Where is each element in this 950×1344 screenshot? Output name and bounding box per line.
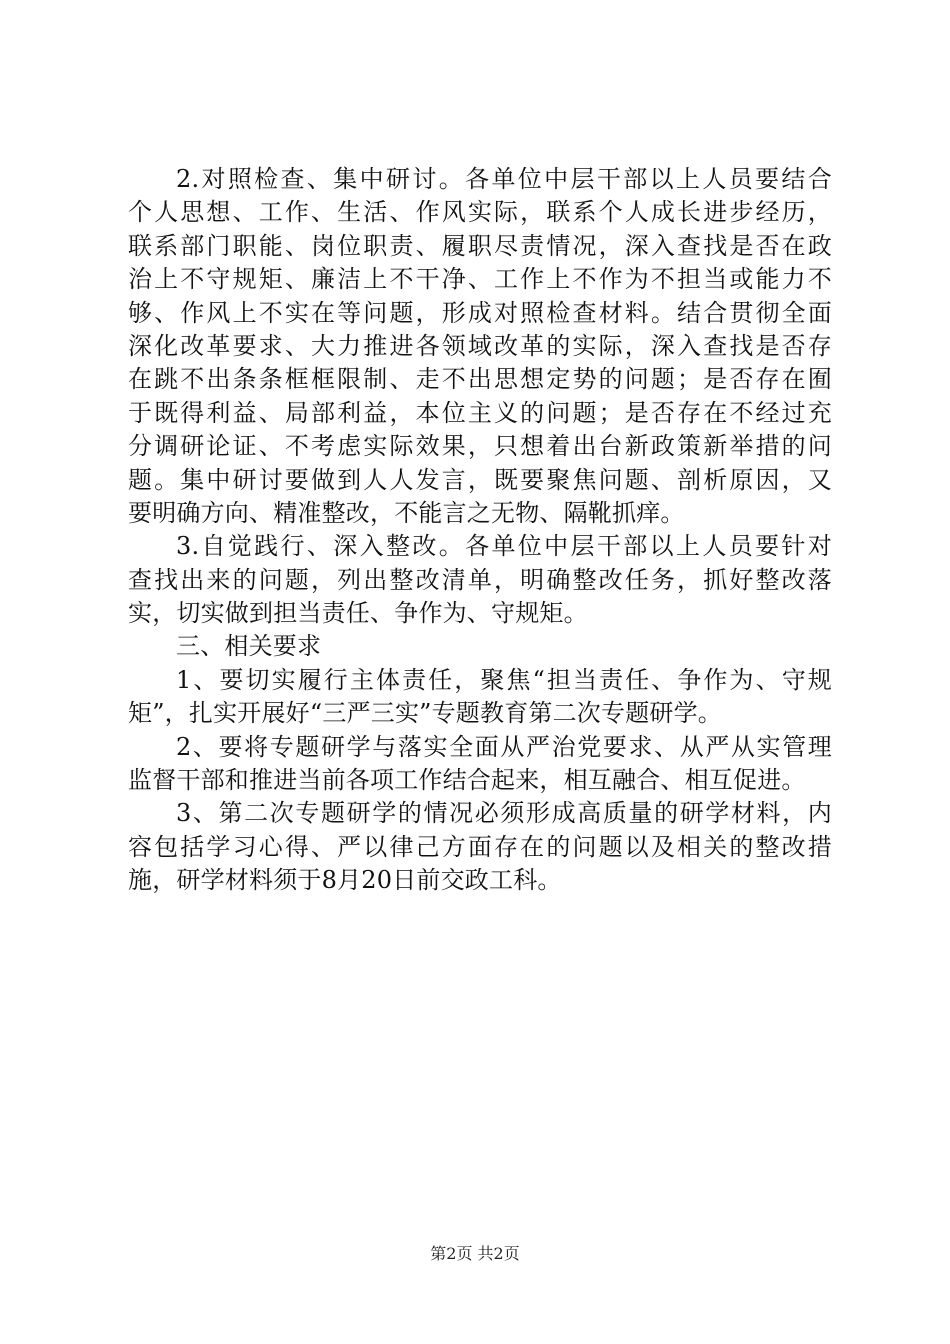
text-line: 查找出来的问题，列出整改清单，明确整改任务，抓好整改落 xyxy=(128,565,832,594)
text-line: 要明确方向、精准整改，不能言之无物、隔靴抓痒。 xyxy=(128,498,685,527)
text-line: 2.对照检查、集中研讨。各单位中层干部以上人员要结合 xyxy=(176,165,832,193)
text-line: 个人思想、工作、生活、作风实际，联系个人成长进步经历， xyxy=(128,198,832,227)
document-body xyxy=(128,163,832,898)
text-line: 监督干部和推进当前各项工作结合起来，相互融合、相互促进。 xyxy=(128,766,806,795)
text-line: 2、要将专题研学与落实全面从严治党要求、从严从实管理 xyxy=(176,732,832,761)
text-line: 在跳不出条条框框限制、走不出思想定势的问题；是否存在囿 xyxy=(128,365,832,394)
text-line: 深化改革要求、大力推进各领域改革的实际，深入查找是否存 xyxy=(128,331,832,360)
text-line: 分调研论证、不考虑实际效果，只想着出台新政策新举措的问 xyxy=(128,432,832,461)
section-heading: 三、相关要求 xyxy=(176,632,322,661)
page-number-label: 第2页 共2页 xyxy=(430,1244,520,1263)
page-footer xyxy=(0,1244,950,1264)
text-line: 题。集中研讨要做到人人发言，既要聚焦问题、剖析原因，又 xyxy=(128,465,832,494)
text-line: 联系部门职能、岗位职责、履职尽责情况，深入查找是否在政 xyxy=(128,231,832,260)
text-line: 实，切实做到担当责任、争作为、守规矩。 xyxy=(128,599,588,628)
text-line: 3.自觉践行、深入整改。各单位中层干部以上人员要针对 xyxy=(176,532,832,561)
text-line: 治上不守规矩、廉洁上不干净、工作上不作为不担当或能力不 xyxy=(128,265,832,294)
text-line: 矩”，扎实开展好“三严三实”专题教育第二次专题研学。 xyxy=(128,699,723,728)
text-line: 够、作风上不实在等问题，形成对照检查材料。结合贯彻全面 xyxy=(128,298,832,327)
text-line: 3、第二次专题研学的情况必须形成高质量的研学材料，内 xyxy=(176,799,832,828)
text-line: 容包括学习心得、严以律己方面存在的问题以及相关的整改措 xyxy=(128,832,832,861)
text-line: 1、要切实履行主体责任，聚焦“担当责任、争作为、守规 xyxy=(176,665,832,694)
text-line: 于既得利益、局部利益，本位主义的问题；是否存在不经过充 xyxy=(128,398,832,427)
text-line: 施，研学材料须于8月20日前交政工科。 xyxy=(128,866,562,895)
